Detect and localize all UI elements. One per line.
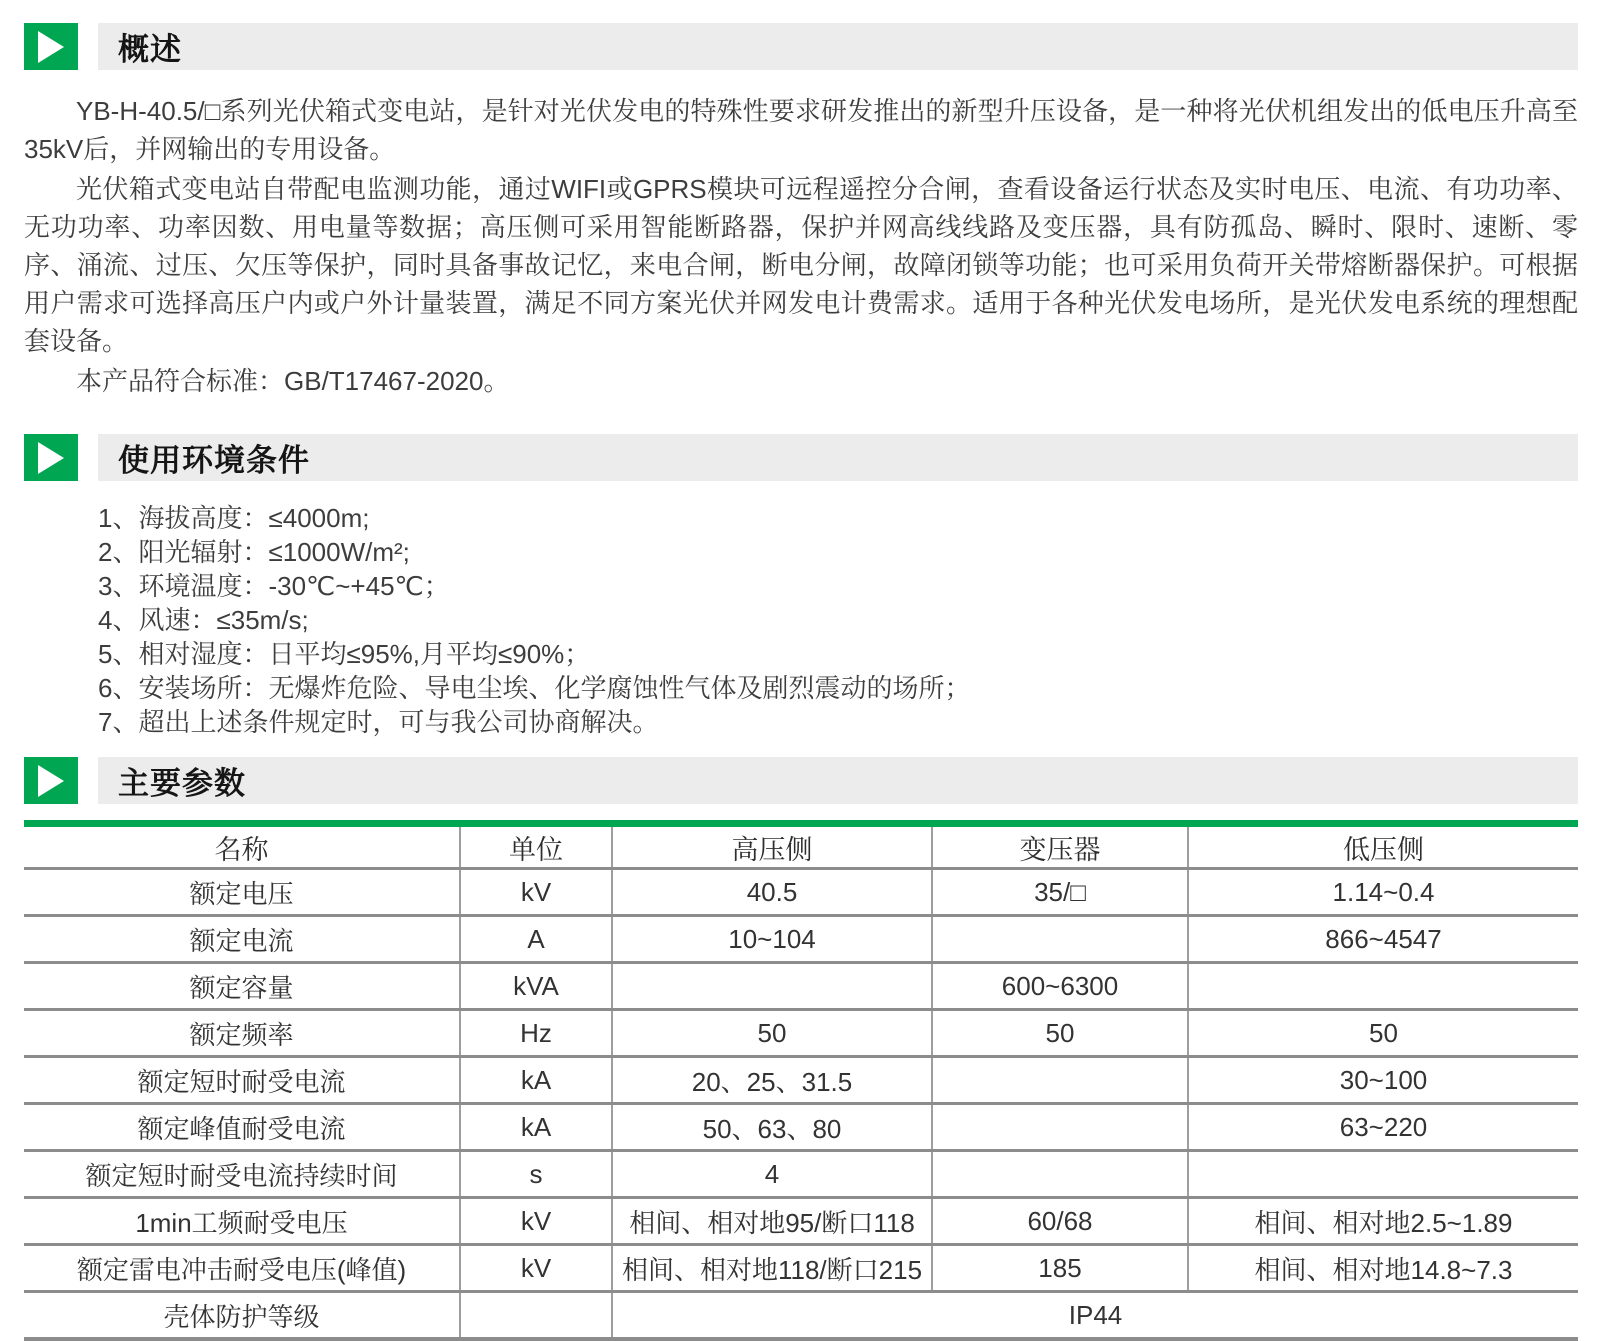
table-cell: 4 xyxy=(612,1151,932,1198)
table-cell: kVA xyxy=(460,963,612,1010)
table-cell: 额定短时耐受电流持续时间 xyxy=(85,1160,398,1191)
section-header-overview xyxy=(24,23,1578,70)
table-row xyxy=(24,963,1578,1010)
overview-paragraph: 光伏箱式变电站自带配电监测功能，通过WIFI或GPRS模块可远程遥控分合闸，查看设备运行状态及实时电压、电流、有功功率、无功功率、功率因数、用电量等数据；高压侧可采用智能断路器，保护并网高线线路及变压器，具有防孤岛、瞬时、限时、速断、零序、涌流、过压、欠压等保护，同时具备事故记忆，来电合闸，断电分闸，故障闭锁等功能；也可采用负荷开关带熔断器保护。可根据用户需求可选择高压户内或户外计量装置，满足不同方案光伏并网发电计费需求。适用于各种光伏发电场所，是光伏发电系统的理想配套设备。 xyxy=(24,174,1578,356)
table-cell: 1.14~0.4 xyxy=(1188,869,1578,916)
table-cell: 额定频率 xyxy=(189,1019,294,1050)
section-title: 概述 xyxy=(118,32,182,67)
table-cell: 50 xyxy=(612,1010,932,1057)
table-cell: 相间、相对地95/断口118 xyxy=(612,1198,932,1245)
table-cell: kA xyxy=(460,1104,612,1151)
table-cell: 相间、相对地118/断口215 xyxy=(612,1245,932,1292)
table-row xyxy=(24,869,1578,916)
table-cell: 额定峰值耐受电流 xyxy=(137,1113,346,1144)
table-cell xyxy=(612,963,932,1010)
table-cell: 60/68 xyxy=(932,1198,1188,1245)
play-triangle-icon xyxy=(38,765,64,797)
table-cell: 600~6300 xyxy=(932,963,1188,1010)
green-arrow-box xyxy=(24,757,78,804)
table-cell: 30~100 xyxy=(1188,1057,1578,1104)
env-condition-item: 6、安装场所：无爆炸危险、导电尘埃、化学腐蚀性气体及剧烈震动的场所； xyxy=(98,673,971,703)
env-condition-item: 1、海拔高度：≤4000m; xyxy=(98,503,370,533)
table-cell: 63~220 xyxy=(1188,1104,1578,1151)
green-arrow-box xyxy=(24,23,78,70)
table-row xyxy=(24,1245,1578,1292)
table-cell: kV xyxy=(460,1245,612,1292)
table-cell xyxy=(1188,1151,1578,1198)
table-cell: 相间、相对地2.5~1.89 xyxy=(1188,1198,1578,1245)
table-row xyxy=(24,1057,1578,1104)
table-cell: kA xyxy=(460,1057,612,1104)
column-header-0: 名称 xyxy=(214,834,269,865)
overview-text-block xyxy=(24,92,1578,400)
table-row xyxy=(24,916,1578,963)
section-title: 主要参数 xyxy=(118,766,246,801)
column-header-4: 低压侧 xyxy=(1188,827,1578,869)
table-cell: 额定短时耐受电流 xyxy=(137,1066,346,1097)
env-condition-item: 4、风速：≤35m/s; xyxy=(98,605,309,635)
column-header-3: 变压器 xyxy=(932,827,1188,869)
table-cell xyxy=(460,1292,612,1340)
table-cell: 40.5 xyxy=(612,869,932,916)
table-cell: 1min工频耐受电压 xyxy=(135,1207,348,1238)
table-cell xyxy=(932,916,1188,963)
env-condition-item: 2、阳光辐射：≤1000W/m²; xyxy=(98,537,410,567)
parameters-table-head xyxy=(24,827,1578,869)
table-cell: 10~104 xyxy=(612,916,932,963)
table-cell: 额定电压 xyxy=(189,878,294,909)
env-condition-item: 7、超出上述条件规定时，可与我公司协商解决。 xyxy=(98,707,659,737)
table-cell xyxy=(932,1151,1188,1198)
table-row xyxy=(24,1151,1578,1198)
table-row xyxy=(24,1292,1578,1340)
table-cell xyxy=(932,1057,1188,1104)
env-condition-item: 3、环境温度：-30℃~+45℃； xyxy=(98,571,450,601)
table-cell: 额定容量 xyxy=(189,972,294,1003)
table-cell: 额定电流 xyxy=(189,925,294,956)
section-title-bar xyxy=(98,23,1578,70)
table-cell: 185 xyxy=(932,1245,1188,1292)
table-cell: 50 xyxy=(932,1010,1188,1057)
play-triangle-icon xyxy=(38,442,64,474)
section-header-parameters xyxy=(24,757,1578,804)
section-title-bar xyxy=(98,757,1578,804)
table-header-row xyxy=(24,827,1578,869)
table-cell: 额定雷电冲击耐受电压(峰值) xyxy=(76,1254,407,1285)
table-cell: 50 xyxy=(1188,1010,1578,1057)
table-cell: 20、25、31.5 xyxy=(612,1057,932,1104)
play-triangle-icon xyxy=(38,31,64,63)
overview-paragraph: 本产品符合标准：GB/T17467-2020。 xyxy=(76,366,510,396)
section-header-environment xyxy=(24,434,1578,481)
column-header-2: 高压侧 xyxy=(612,827,932,869)
table-row xyxy=(24,1104,1578,1151)
table-cell: 35/□ xyxy=(932,869,1188,916)
table-cell: kV xyxy=(460,869,612,916)
table-cell: 866~4547 xyxy=(1188,916,1578,963)
column-header-1: 单位 xyxy=(460,827,612,869)
table-row xyxy=(24,1198,1578,1245)
table-cell: IP44 xyxy=(612,1292,1578,1340)
table-row xyxy=(24,1010,1578,1057)
parameters-table-body xyxy=(24,869,1578,1340)
table-cell xyxy=(1188,963,1578,1010)
overview-paragraph: YB-H-40.5/□系列光伏箱式变电站，是针对光伏发电的特殊性要求研发推出的新型升压设备，是一种将光伏机组发出的低电压升高至35kV后，并网输出的专用设备。 xyxy=(24,96,1578,164)
table-cell: Hz xyxy=(460,1010,612,1057)
parameters-table xyxy=(24,827,1578,1341)
section-title: 使用环境条件 xyxy=(118,443,310,478)
env-condition-item: 5、相对湿度：日平均≤95%,月平均≤90%； xyxy=(98,639,591,669)
table-cell: s xyxy=(460,1151,612,1198)
env-conditions-list xyxy=(24,501,1578,739)
table-cell: A xyxy=(460,916,612,963)
table-cell: 壳体防护等级 xyxy=(163,1301,320,1332)
table-cell: kV xyxy=(460,1198,612,1245)
table-cell: 50、63、80 xyxy=(612,1104,932,1151)
green-arrow-box xyxy=(24,434,78,481)
section-title-bar xyxy=(98,434,1578,481)
table-accent-bar xyxy=(24,820,1578,827)
table-cell xyxy=(932,1104,1188,1151)
table-cell: 相间、相对地14.8~7.3 xyxy=(1188,1245,1578,1292)
